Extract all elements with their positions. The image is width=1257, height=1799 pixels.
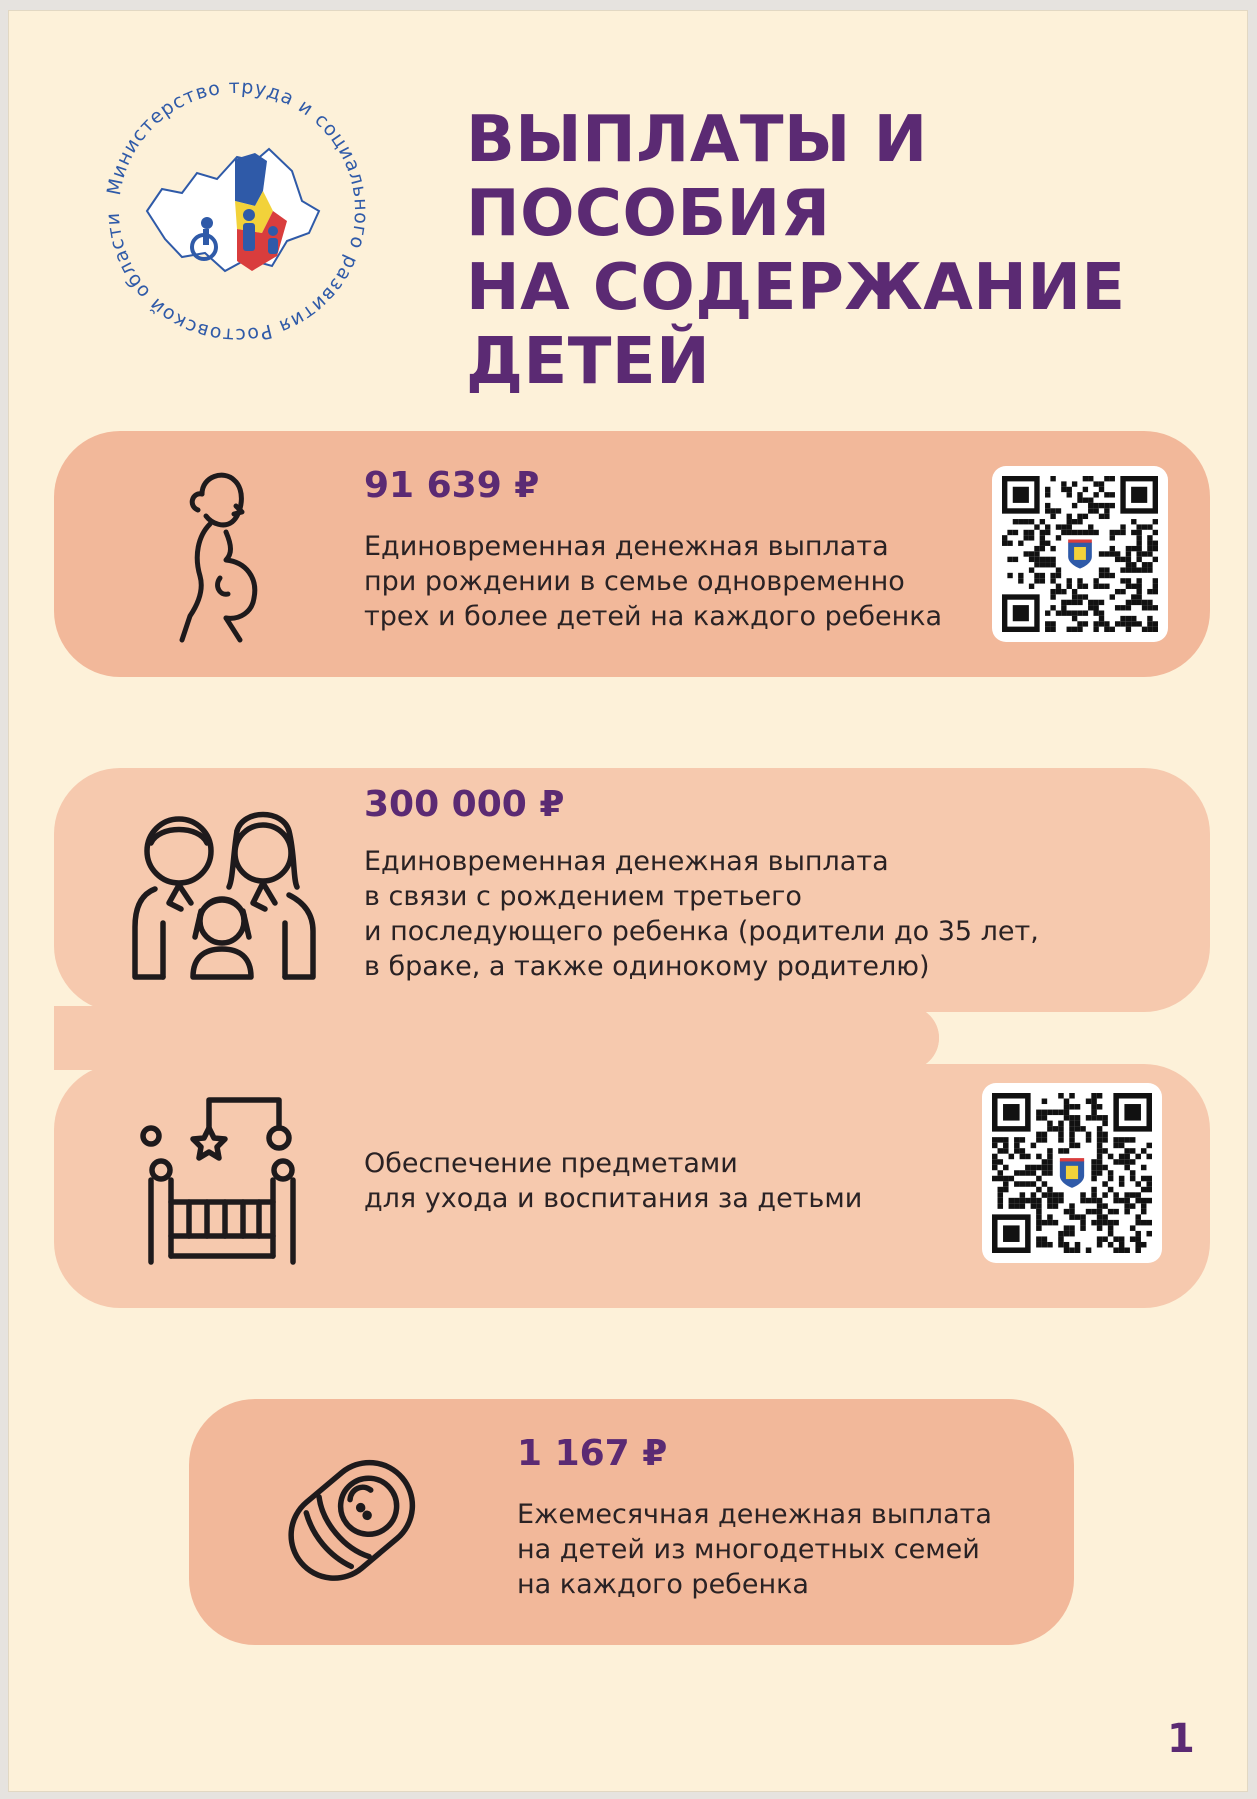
description-line: в браке, а также одинокому родителю)	[364, 951, 930, 982]
benefit-block-third-child	[54, 768, 1210, 1308]
description-line: Единовременная денежная выплата	[364, 531, 889, 562]
description-line: трех и более детей на каждого ребенка	[364, 601, 943, 632]
description-line: в связи с рождением третьего	[364, 881, 802, 912]
description-line: Обеспечение предметами	[364, 1148, 738, 1179]
benefit-description	[364, 1146, 862, 1216]
description-line: при рождении в семье одновременно	[364, 566, 905, 597]
qr-code[interactable]	[992, 466, 1168, 642]
ministry-logo	[87, 61, 387, 361]
title-line-2: НА СОДЕРЖАНИЕ	[466, 251, 1126, 325]
page-title	[466, 103, 1206, 399]
page	[8, 10, 1248, 1792]
description-line: на детей из многодетных семей	[517, 1534, 980, 1565]
description-line: на каждого ребенка	[517, 1569, 809, 1600]
title-line-3: ДЕТЕЙ	[466, 325, 711, 399]
benefit-amount: 1 167 ₽	[517, 1433, 668, 1474]
description-line: для ухода и воспитания за детьми	[364, 1183, 863, 1214]
benefit-description	[517, 1497, 992, 1602]
description-line: и последующего ребенка (родители до 35 лет,	[364, 916, 1039, 947]
card-connector	[54, 1006, 939, 1070]
description-line: Ежемесячная денежная выплата	[517, 1499, 992, 1530]
crib-icon	[139, 1086, 309, 1266]
benefit-description	[364, 529, 942, 634]
benefit-card-triplets	[54, 431, 1210, 677]
title-line-1: ВЫПЛАТЫ И ПОСОБИЯ	[466, 103, 928, 251]
qr-code-icon	[1002, 476, 1158, 632]
benefit-amount: 91 639 ₽	[364, 465, 540, 506]
family-icon	[129, 803, 319, 983]
page-number: 1	[1167, 1716, 1195, 1762]
qr-code[interactable]	[982, 1083, 1162, 1263]
swaddled-baby-icon	[264, 1434, 439, 1609]
benefit-card-large-family	[189, 1399, 1074, 1645]
description-line: Единовременная денежная выплата	[364, 846, 889, 877]
logo-ring-text: Министерство труда и социального развития Ростовской области	[101, 75, 373, 347]
benefit-description	[364, 844, 1039, 984]
qr-code-icon	[992, 1093, 1152, 1253]
pregnant-woman-icon	[154, 466, 274, 646]
benefit-amount: 300 000 ₽	[364, 784, 565, 825]
